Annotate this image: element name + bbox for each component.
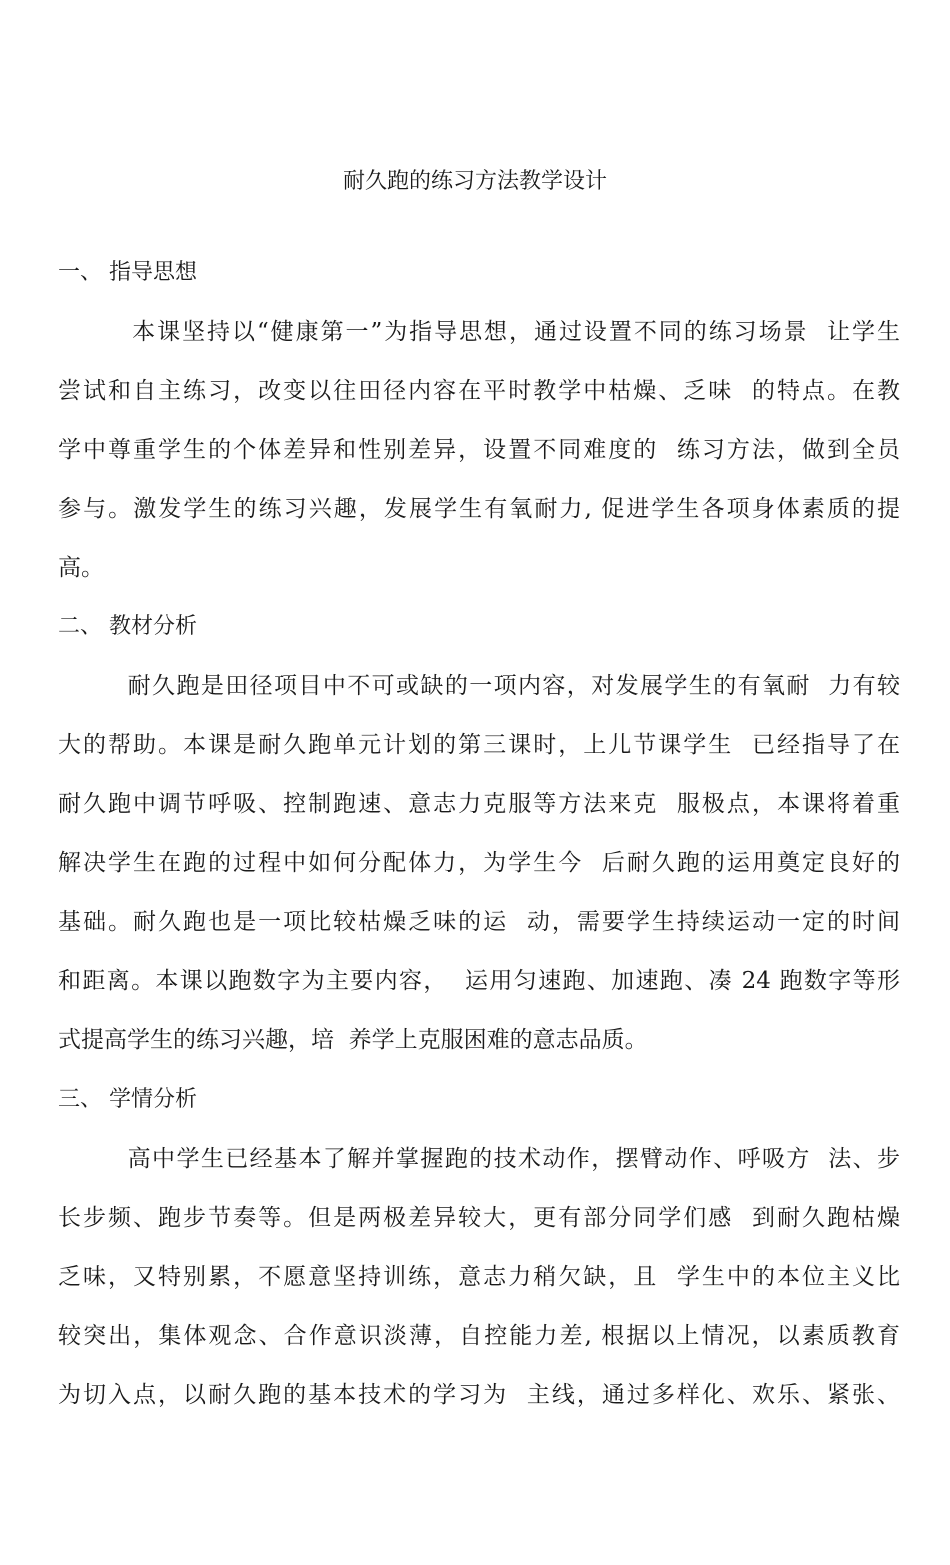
paragraph-line: 基础。耐久跑也是一项比较枯燥乏味的运 动，需要学生持续运动一定的时间 — [58, 909, 900, 935]
document-title: 耐久跑的练习方法教学设计 — [342, 169, 607, 194]
paragraph-line: 高中学生已经基本了解并掌握跑的技术动作，摆臂动作、呼吸方 法、步 — [58, 1146, 900, 1172]
paragraph-line: 耐久跑中调节呼吸、控制跑速、意志力克服等方法来克 服极点，本课将着重 — [58, 791, 900, 817]
section-heading: 一、 指导思想 — [58, 260, 197, 285]
paragraph-line: 乏味，又特别累，不愿意坚持训练，意志力稍欠缺，且 学生中的本位主义比 — [58, 1264, 900, 1290]
section-heading: 二、 教材分析 — [58, 614, 197, 639]
paragraph-line: 长步频、跑步节奏等。但是两极差异较大，更有部分同学们感 到耐久跑枯燥 — [58, 1205, 900, 1231]
paragraph-line: 式提高学生的练习兴趣，培 养学上克服困难的意志品质。 — [58, 1027, 648, 1053]
paragraph-line: 尝试和自主练习，改变以往田径内容在平时教学中枯燥、乏味 的特点。在教 — [58, 378, 900, 404]
paragraph-line: 参与。激发学生的练习兴趣，发展学生有氧耐力, 促进学生各项身体素质的提 — [58, 496, 900, 522]
paragraph-line: 耐久跑是田径项目中不可或缺的一项内容，对发展学生的有氧耐 力有较 — [58, 673, 900, 699]
paragraph-line: 和距离。本课以跑数字为主要内容， 运用匀速跑、加速跑、凑 24 跑数字等形 — [58, 968, 900, 994]
paragraph-line: 解决学生在跑的过程中如何分配体力，为学生今 后耐久跑的运用奠定良好的 — [58, 850, 900, 876]
paragraph-line: 为切入点，以耐久跑的基本技术的学习为 主线，通过多样化、欢乐、紧张、 — [58, 1382, 900, 1408]
section-heading: 三、 学情分析 — [58, 1087, 197, 1112]
paragraph-line: 本课坚持以“健康第一”为指导思想，通过设置不同的练习场景 让学生 — [58, 319, 900, 345]
paragraph-line: 较突出，集体观念、合作意识淡薄，自控能力差, 根据以上情况，以素质教育 — [58, 1323, 900, 1349]
paragraph-line: 高。 — [58, 555, 104, 581]
paragraph-line: 大的帮助。本课是耐久跑单元计划的第三课时，上儿节课学生 已经指导了在 — [58, 732, 900, 758]
paragraph-line: 学中尊重学生的个体差异和性别差异，设置不同难度的 练习方法，做到全员 — [58, 437, 900, 463]
